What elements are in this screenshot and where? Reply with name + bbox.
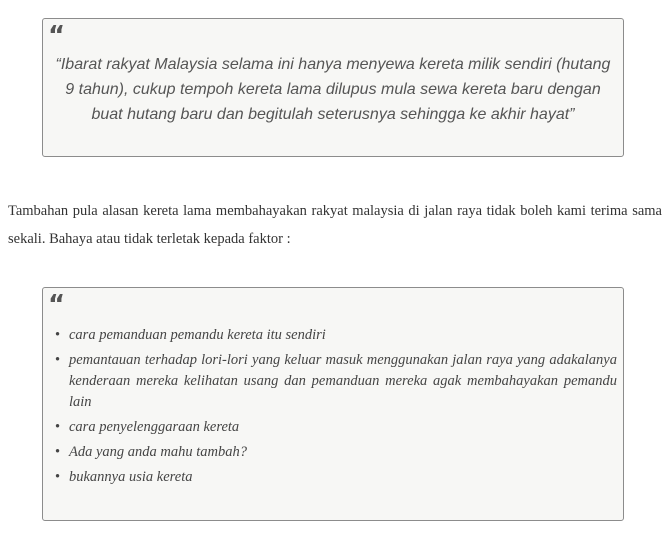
quote-mark-icon: “ <box>48 21 66 51</box>
quote-box-1 <box>42 18 624 157</box>
bullet-icon: • <box>55 352 61 368</box>
bullet-icon: • <box>55 419 61 435</box>
list-item <box>55 350 617 413</box>
body-paragraph: Tambahan pula alasan kereta lama membahayakan rakyat malaysia di jalan raya tidak boleh kami terima sama sekali. Bahaya atau tidak terletak kepada faktor : <box>8 203 662 247</box>
list-item <box>55 467 617 488</box>
quote-box-2 <box>42 287 624 521</box>
list-item-text: pemantauan terhadap lori-lori yang keluar masuk menggunakan jalan raya yang adakalanya kenderaan mereka kelihatan usang dan pemanduan mereka agak membahayakan pemandu lain <box>69 352 617 410</box>
list-item <box>55 417 617 438</box>
list-item-text: cara penyelenggaraan kereta <box>69 419 240 435</box>
quote-mark-icon: “ <box>48 290 66 320</box>
bullet-icon: • <box>55 469 61 485</box>
list-item-text: cara pemanduan pemandu kereta itu sendiri <box>69 327 326 343</box>
factor-list <box>55 325 617 492</box>
bullet-icon: • <box>55 327 61 343</box>
list-item <box>55 325 617 346</box>
list-item <box>55 442 617 463</box>
list-item-text: Ada yang anda mahu tambah? <box>69 444 248 460</box>
quote-text: “Ibarat rakyat Malaysia selama ini hanya menyewa kereta milik sendiri (hutang 9 tahun), cukup tempoh kereta lama dilupus mula sewa kereta baru dengan buat hutang baru dan begitulah seterusnya sehingga ke akhir hayat” <box>55 56 611 123</box>
list-item-text: bukannya usia kereta <box>69 469 193 485</box>
bullet-icon: • <box>55 444 61 460</box>
